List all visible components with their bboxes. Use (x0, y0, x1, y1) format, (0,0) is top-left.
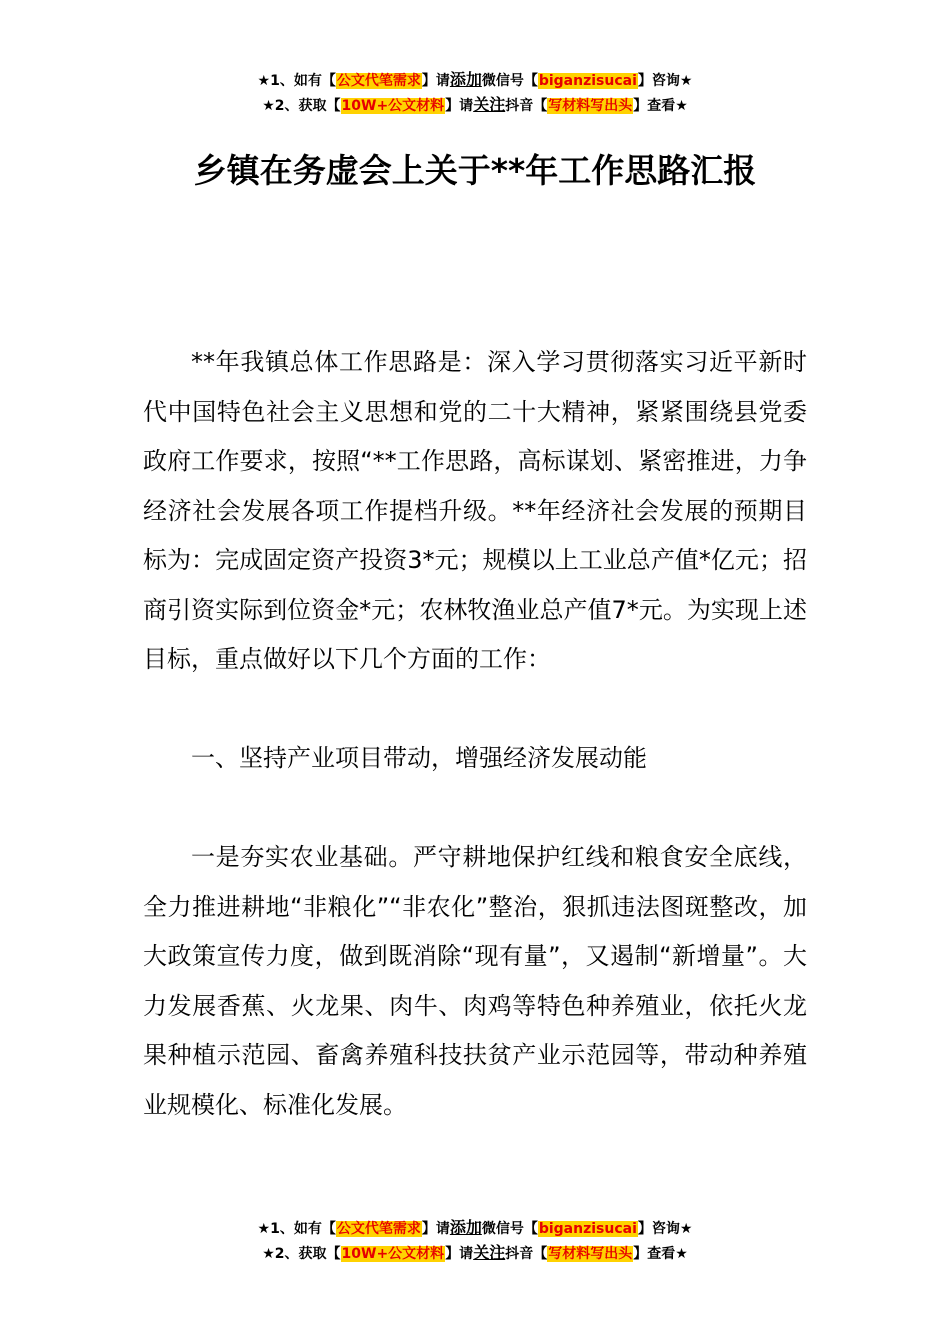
header-banner (0, 68, 950, 118)
banner-text: 】请 (445, 98, 474, 114)
banner-text: 】咨询★ (637, 73, 693, 89)
banner-text: ★2、获取【 (262, 1246, 341, 1262)
banner-text: ★1、如有【 (257, 1221, 336, 1237)
banner-text: 】咨询★ (637, 1221, 693, 1237)
banner-highlight: 10W+公文材料 (341, 1246, 445, 1262)
banner-text: 抖音【 (505, 1246, 548, 1262)
banner-line-1 (0, 68, 950, 93)
banner-highlight: 写材料写出头 (548, 98, 633, 114)
banner-text: 】查看★ (633, 1246, 688, 1262)
banner-text: 微信号【 (481, 73, 538, 89)
banner-text: 】请 (421, 73, 450, 89)
banner-line-1 (0, 1216, 950, 1241)
banner-highlight: biganzisucai (538, 1221, 637, 1237)
banner-emphasis: 关注 (473, 95, 506, 114)
banner-highlight: 写材料写出头 (548, 1246, 633, 1262)
banner-highlight: 公文代笔需求 (336, 73, 421, 89)
footer-banner (0, 1216, 950, 1266)
banner-text: 】请 (421, 1221, 450, 1237)
document-title: 乡镇在务虚会上关于**年工作思路汇报 (193, 151, 757, 190)
banner-highlight: 公文代笔需求 (336, 1221, 421, 1237)
banner-highlight: biganzisucai (538, 73, 637, 89)
banner-text: ★2、获取【 (262, 98, 341, 114)
banner-emphasis: 关注 (473, 1243, 506, 1262)
banner-highlight: 10W+公文材料 (341, 98, 445, 114)
banner-emphasis: 添加 (449, 1218, 482, 1237)
banner-text: 】请 (445, 1246, 474, 1262)
banner-line-2 (0, 1241, 950, 1266)
body-paragraph: 一是夯实农业基础。严守耕地保护红线和粮食安全底线，全力推进耕地“非粮化”“非农化”整治，狠抓违法图斑整改，加大政策宣传力度，做到既消除“现有量”，又遏制“新增量”。大力发展香蕉、火龙果、肉牛、肉鸡等特色种养殖业，依托火龙果种植示范园、畜禽养殖科技扶贫产业示范园等，带动种养殖业规模化、标准化发展。 (143, 843, 807, 1119)
banner-text: 抖音【 (505, 98, 548, 114)
banner-text: 】查看★ (633, 98, 688, 114)
document-body (143, 338, 807, 1130)
body-paragraph: **年我镇总体工作思路是：深入学习贯彻落实习近平新时代中国特色社会主义思想和党的二十大精神，紧紧围绕县党委政府工作要求，按照“**工作思路，高标谋划、紧密推进，力争经济社会发展各项工作提档升级。**年经济社会发展的预期目标为：完成固定资产投资3*元；规模以上工业总产值*亿元；招商引资实际到位资金*元；农林牧渔业总产值7*元。为实现上述目标，重点做好以下几个方面的工作： (143, 348, 807, 673)
section-heading: 一、坚持产业项目带动，增强经济发展动能 (191, 744, 647, 772)
banner-emphasis: 添加 (449, 70, 482, 89)
banner-text: ★1、如有【 (257, 73, 336, 89)
banner-text: 微信号【 (481, 1221, 538, 1237)
banner-line-2 (0, 93, 950, 118)
